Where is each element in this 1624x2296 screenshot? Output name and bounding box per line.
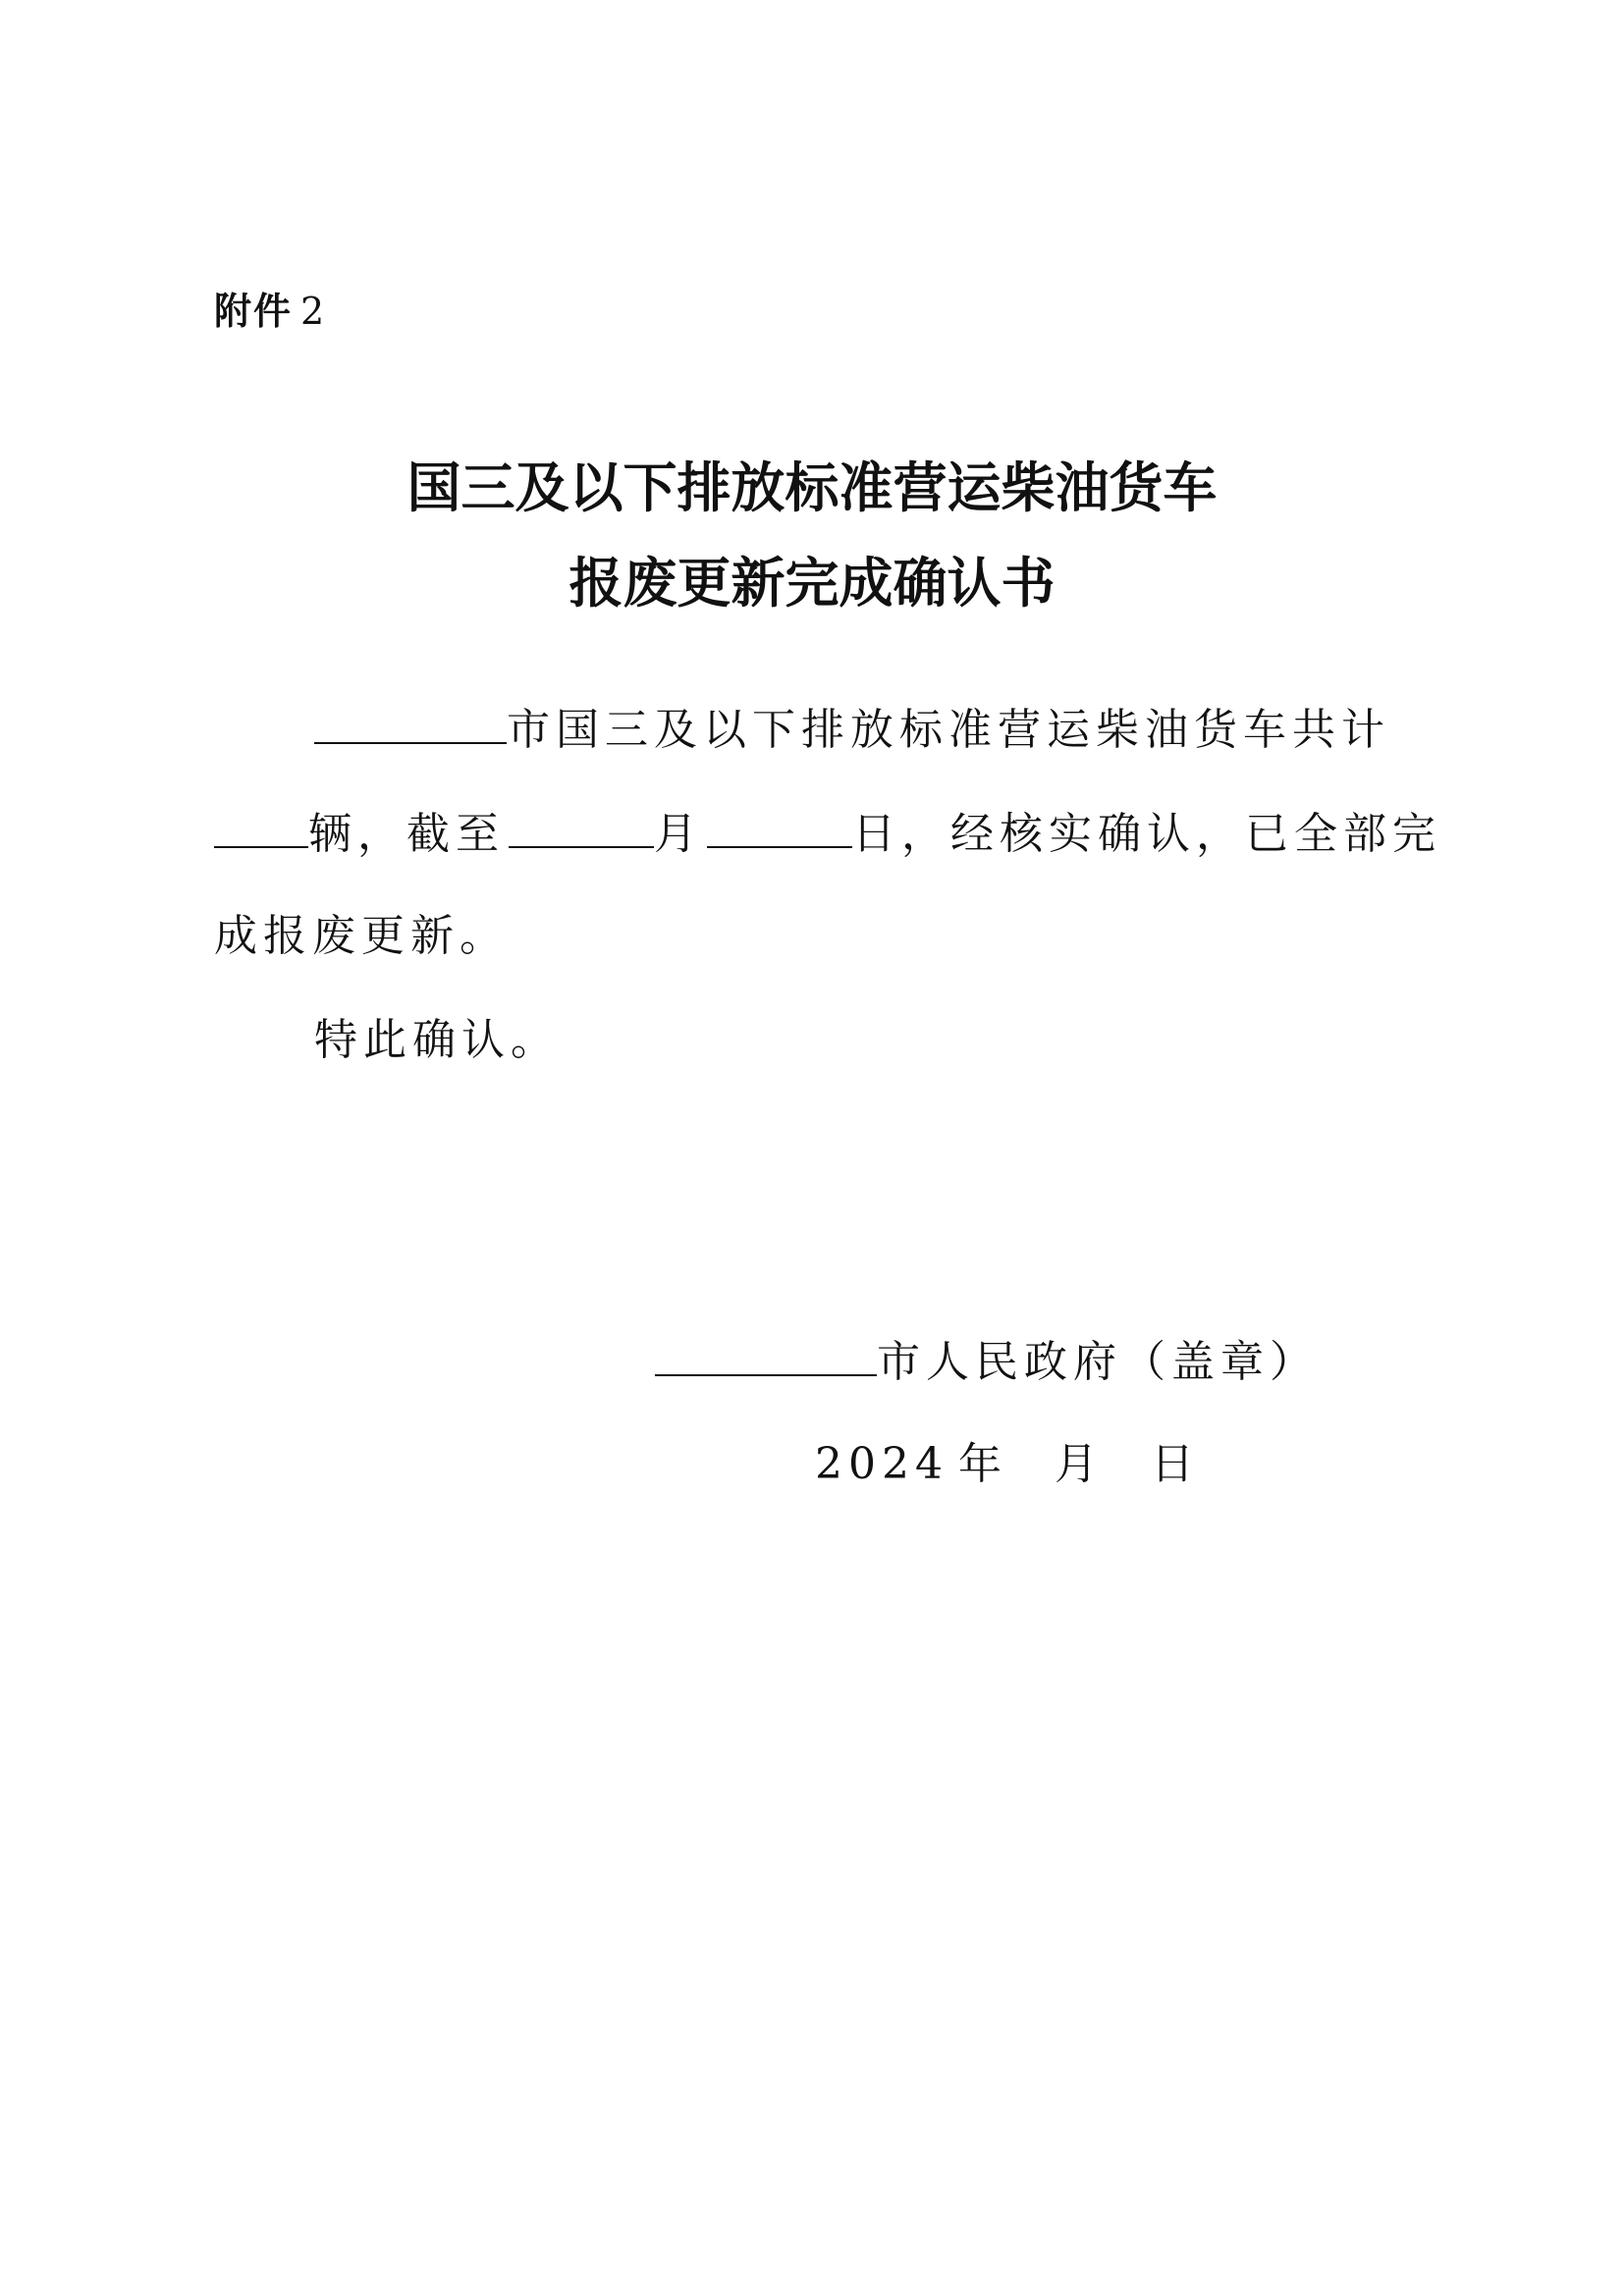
document-title-line-2: 报废更新完成确认书 — [568, 551, 1056, 614]
signature-year-unit: 年 — [957, 1439, 1007, 1489]
attachment-number: 2 — [300, 290, 327, 333]
month-blank[interactable] — [509, 803, 654, 848]
signature-date-line — [815, 1435, 1200, 1494]
signature-year: 2024 — [815, 1439, 948, 1489]
attachment-label-text: 附件 — [214, 290, 294, 333]
signature-city-blank[interactable] — [655, 1331, 877, 1376]
signature-org-line — [655, 1331, 1319, 1392]
vehicle-unit-text: 辆，截至 — [308, 809, 505, 859]
signature-day-unit: 日 — [1150, 1439, 1200, 1489]
paragraph-1-tail-text: 日，经核实确认，已全部完 — [852, 809, 1441, 859]
month-text: 月 — [654, 809, 703, 859]
attachment-label — [214, 281, 326, 335]
vehicle-count-blank[interactable] — [214, 803, 308, 848]
signature-month-unit: 月 — [1054, 1439, 1104, 1489]
paragraph-1-text: 市国三及以下排放标准营运柴油货车共计 — [507, 705, 1390, 755]
paragraph-1-line-2 — [214, 803, 1441, 864]
document-title-line-1: 国三及以下排放标准营运柴油货车 — [406, 455, 1218, 519]
paragraph-1-line-3: 成报废更新。 — [214, 911, 509, 961]
city-name-blank[interactable] — [314, 699, 507, 744]
paragraph-1-line — [314, 699, 1390, 760]
signature-org-text: 市人民政府（盖章） — [877, 1337, 1319, 1387]
day-blank[interactable] — [707, 803, 852, 848]
paragraph-2-confirm: 特此确认。 — [314, 1015, 560, 1065]
